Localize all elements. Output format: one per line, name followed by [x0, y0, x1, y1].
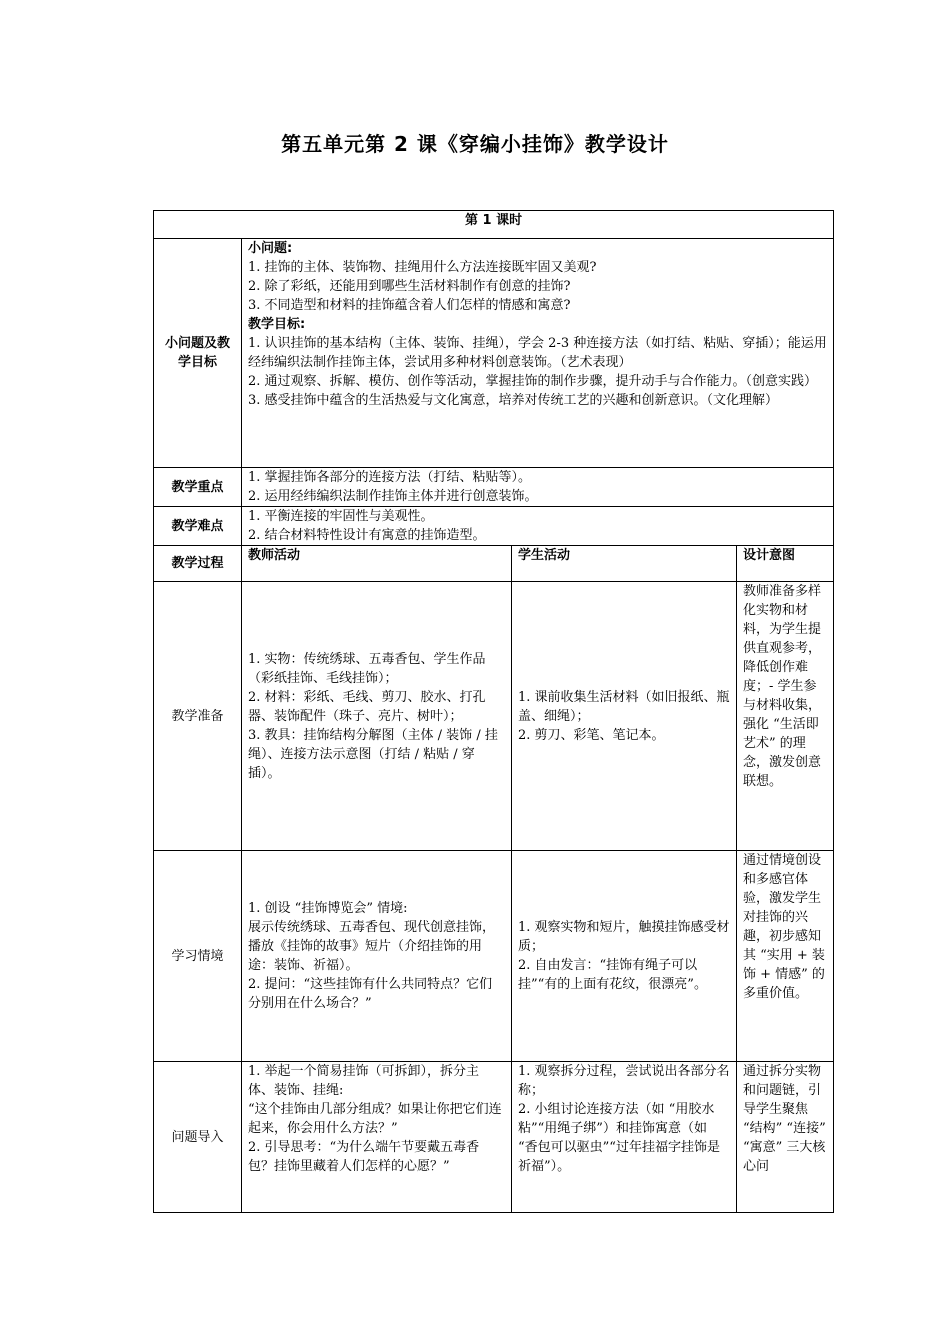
- teacher-column-header: 教师活动: [242, 546, 512, 582]
- key-point-item: 2. 运用经纬编织法制作挂饰主体并进行创意装饰。: [248, 489, 538, 504]
- objective-item: 3. 感受挂饰中蕴含的生活热爱与文化寓意，培养对传统工艺的兴趣和创新意识。（文化理解）: [248, 393, 779, 408]
- key-points-cell: [242, 468, 834, 507]
- difficulties-label: 教学难点: [154, 507, 242, 546]
- difficulties-cell: [242, 507, 834, 546]
- question-item: 2. 除了彩纸，还能用到哪些生活材料制作有创意的挂饰?: [248, 279, 571, 294]
- student-activity: [512, 851, 737, 1062]
- key-points-label: 教学重点: [154, 468, 242, 507]
- objective-item: 1. 认识挂饰的基本结构（主体、装饰、挂绳），学会 2-3 种连接方法（如打结、粘贴、穿插）；能运用经纬编织法制作挂饰主体，尝试用多种材料创意装饰。（艺术表现）: [248, 336, 827, 370]
- teacher-activity-item: “这个挂饰由几部分组成？如果让你把它们连起来，你会用什么方法？”: [248, 1102, 502, 1136]
- difficulty-item: 2. 结合材料特性设计有寓意的挂饰造型。: [248, 528, 486, 543]
- teacher-activity: [242, 851, 512, 1062]
- teacher-activity-item: 2. 提问：“这些挂饰有什么共同特点？它们分别用在什么场合？”: [248, 977, 493, 1011]
- teacher-activity-item: 1. 举起一个简易挂饰（可拆卸），拆分主体、装饰、挂绳:: [248, 1064, 480, 1098]
- stage-label: 教学准备: [154, 582, 242, 851]
- teacher-activity-item: 1. 实物：传统绣球、五毒香包、学生作品（彩纸挂饰、毛线挂饰）；: [248, 651, 486, 686]
- teacher-activity-item: 2. 引导思考：“为什么端午节要戴五毒香包？挂饰里藏着人们怎样的心愿？”: [248, 1140, 480, 1174]
- objectives-heading: 教学目标:: [248, 317, 306, 332]
- student-column-header: 学生活动: [512, 546, 737, 582]
- student-activity-item: 2. 剪刀、彩笔、笔记本。: [518, 727, 665, 743]
- student-activity-item: 2. 自由发言：“挂饰有绳子可以挂”“有的上面有花纹，很漂亮”。: [518, 958, 707, 992]
- teacher-activity-item: 1. 创设 “挂饰博览会” 情境:: [248, 901, 408, 916]
- stage-label: 问题导入: [154, 1062, 242, 1213]
- student-activity: [512, 582, 737, 851]
- design-intent: 教师准备多样化实物和材料，为学生提供直观参考，降低创作难度；- 学生参与材料收集，强化 “生活即艺术” 的理念，激发创意联想。: [737, 582, 834, 851]
- objective-item: 2. 通过观察、拆解、模仿、创作等活动，掌握挂饰的制作步骤，提升动手与合作能力。（创意实践）: [248, 374, 818, 389]
- student-activity-item: 2. 小组讨论连接方法（如 “用胶水粘”“用绳子绑”）和挂饰寓意（如 “香包可以驱虫”“过年挂福字挂饰是祈福”）。: [518, 1102, 720, 1174]
- student-activity-item: 1. 课前收集生活材料（如旧报纸、瓶盖、细绳）；: [518, 689, 730, 724]
- student-activity-item: 1. 观察拆分过程，尝试说出各部分名称；: [518, 1064, 730, 1098]
- teacher-activity: [242, 582, 512, 851]
- key-point-item: 1. 掌握挂饰各部分的连接方法（打结、粘贴等）。: [248, 470, 532, 485]
- process-label: 教学过程: [154, 546, 242, 582]
- teacher-activity-item: 3. 教具：挂饰结构分解图（主体 / 装饰 / 挂绳）、连接方法示意图（打结 / 粘贴 / 穿插）。: [248, 727, 498, 781]
- page-title: 第五单元第 2 课《穿编小挂饰》教学设计: [281, 132, 669, 156]
- goals-cell: [242, 239, 834, 468]
- questions-heading: 小问题:: [248, 241, 293, 256]
- question-item: 1. 挂饰的主体、装饰物、挂绳用什么方法连接既牢固又美观?: [248, 260, 597, 275]
- intent-column-header: 设计意图: [737, 546, 834, 582]
- goals-label: 小问题及教学目标: [154, 239, 242, 468]
- teacher-activity-item: 展示传统绣球、五毒香包、现代创意挂饰，播放《挂饰的故事》短片（介绍挂饰的用途：装饰、祈福）。: [248, 920, 496, 973]
- question-item: 3. 不同造型和材料的挂饰蕴含着人们怎样的情感和寓意?: [248, 298, 571, 313]
- session-header: 第 1 课时: [154, 211, 834, 239]
- teacher-activity: [242, 1062, 512, 1213]
- teacher-activity-item: 2. 材料：彩纸、毛线、剪刀、胶水、打孔器、装饰配件（珠子、亮片、树叶）；: [248, 689, 486, 724]
- lesson-plan-table: [153, 210, 834, 1213]
- difficulty-item: 1. 平衡连接的牢固性与美观性。: [248, 509, 434, 524]
- stage-label: 学习情境: [154, 851, 242, 1062]
- student-activity: [512, 1062, 737, 1213]
- student-activity-item: 1. 观察实物和短片，触摸挂饰感受材质；: [518, 920, 730, 954]
- design-intent: 通过拆分实物和问题链，引导学生聚焦 “结构” “连接” “寓意” 三大核心问: [737, 1062, 834, 1213]
- design-intent: 通过情境创设和多感官体验，激发学生对挂饰的兴趣，初步感知其 “实用 + 装饰 + 情感” 的多重价值。: [737, 851, 834, 1062]
